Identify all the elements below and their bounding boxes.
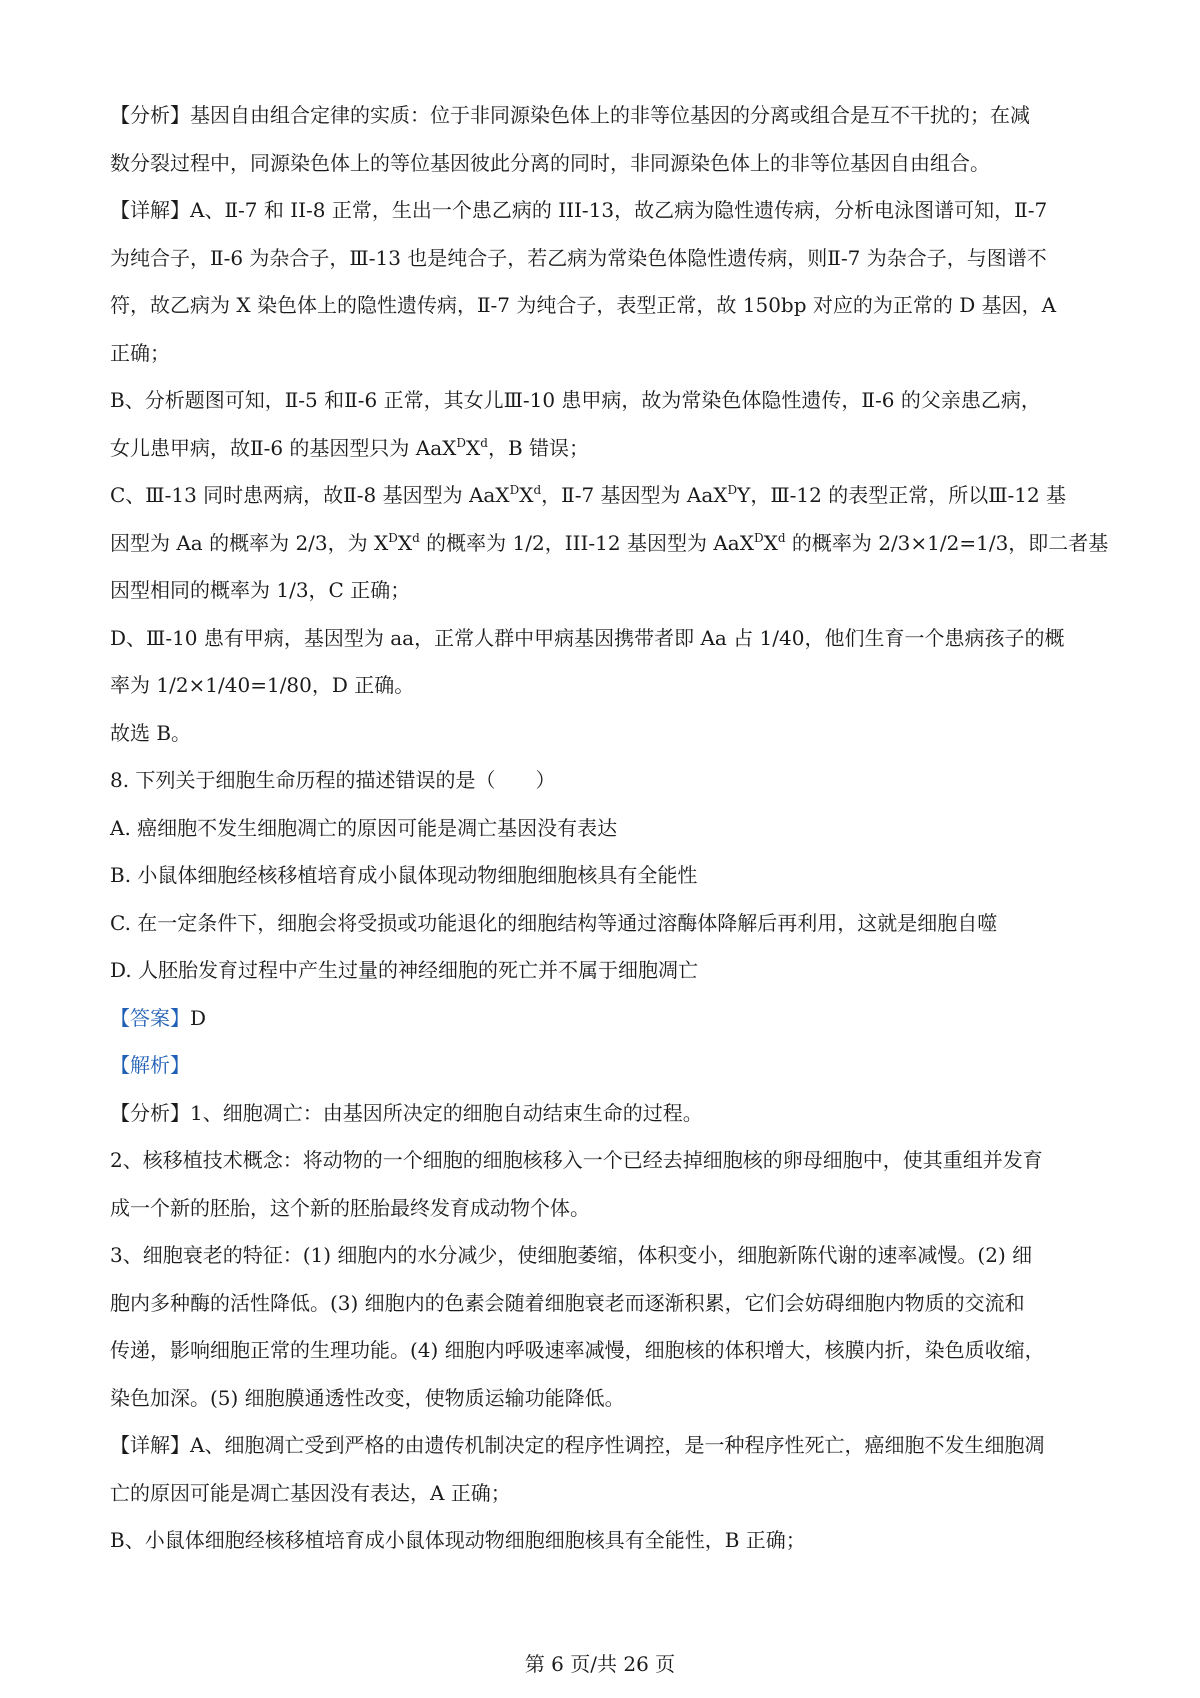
detail-c-line-3: 因型相同的概率为 1/3，C 正确； — [110, 578, 411, 602]
analysis-8-line-7: 染色加深。(5) 细胞膜通透性改变，使物质运输功能降低。 — [110, 1385, 625, 1410]
detail-a-line-3: 符，故乙病为 X 染色体上的隐性遗传病，Ⅱ-7 为纯合子，表型正常，故 150bp 对应的为正常的 D 基因，A — [110, 293, 1057, 317]
analysis-8-line-3: 成一个新的胚胎，这个新的胚胎最终发育成动物个体。 — [110, 1195, 590, 1220]
detail-a-line-4: 正确； — [110, 340, 170, 365]
analysis-line-2: 数分裂过程中，同源染色体上的等位基因彼此分离的同时，非同源染色体上的非等位基因自由组合。 — [110, 150, 990, 175]
option-d: D. 人胚胎发育过程中产生过量的神经细胞的死亡并不属于细胞凋亡 — [110, 958, 699, 982]
detail-b-line-2: 女儿患甲病，故Ⅱ-6 的基因型只为 $AaX^DX^d$，B 错误； — [110, 435, 590, 460]
detail-c-line-2: 因型为 Aa 的概率为 2/3，为 $X^DX^d$ 的概率为 1/2，III-12 基因型为 $AaX^DX^d$ 的概率为 2/3×1/2=1/3，即二者基 — [110, 530, 1109, 555]
analysis-8-line-5: 胞内多种酶的活性降低。(3) 细胞内的色素会随着细胞衰老而逐渐积累，它们会妨碍细胞内物质的交流和 — [110, 1290, 1025, 1315]
page-footer: 第 6 页/共 26 页 — [524, 1652, 676, 1676]
detail-d-line-2: 率为 1/2×1/40=1/80，D 正确。 — [110, 673, 415, 697]
detail-c-line-1: C、Ⅲ-13 同时患两病，故Ⅱ-8 基因型为 $AaX^DX^d$，Ⅱ-7 基因型为 AaX$^D$Y，Ⅲ-12 的表型正常，所以Ⅲ-12 基 — [110, 483, 1067, 507]
answer-value: D — [190, 1005, 207, 1030]
option-a: A. 癌细胞不发生细胞凋亡的原因可能是凋亡基因没有表达 — [110, 815, 618, 840]
answer-label: 【答案】 — [110, 1005, 190, 1030]
detail-8-b-line: B、小鼠体细胞经核移植培育成小鼠体现动物细胞细胞核具有全能性，B 正确； — [110, 1528, 806, 1552]
detail-8-a-line-1: 【详解】A、细胞凋亡受到严格的由遗传机制决定的程序性调控，是一种程序性死亡，癌细胞不发生细胞凋 — [110, 1433, 1045, 1457]
analysis-8-line-4: 3、细胞衰老的特征：(1) 细胞内的水分减少，使细胞萎缩，体积变小，细胞新陈代谢的速率减慢。(2) 细 — [110, 1243, 1033, 1267]
analysis-8-line-1: 【分析】1、细胞凋亡：由基因所决定的细胞自动结束生命的过程。 — [110, 1100, 703, 1125]
option-c: C. 在一定条件下，细胞会将受损或功能退化的细胞结构等通过溶酶体降解后再利用，这就是细胞自噬 — [110, 910, 998, 935]
analysis-8-line-2: 2、核移植技术概念：将动物的一个细胞的细胞核移入一个已经去掉细胞核的卵母细胞中，使其重组并发育 — [110, 1148, 1043, 1172]
document-body — [110, 92, 1109, 1565]
detail-b-line-1: B、分析题图可知，Ⅱ-5 和Ⅱ-6 正常，其女儿Ⅲ-10 患甲病，故为常染色体隐性遗传，Ⅱ-6 的父亲患乙病， — [110, 388, 1041, 412]
question-8-stem: 8. 下列关于细胞生命历程的描述错误的是（ ） — [110, 768, 556, 792]
choose-b-line: 故选 B。 — [110, 720, 192, 745]
detail-a-line-2: 为纯合子，Ⅱ-6 为杂合子，Ⅲ-13 也是纯合子，若乙病为常染色体隐性遗传病，则Ⅱ-7 为杂合子，与图谱不 — [110, 245, 1047, 270]
detail-8-a-line-2: 亡的原因可能是凋亡基因没有表达，A 正确； — [110, 1480, 511, 1505]
option-b: B. 小鼠体细胞经核移植培育成小鼠体现动物细胞细胞核具有全能性 — [110, 863, 698, 887]
analysis-8-line-6: 传递，影响细胞正常的生理功能。(4) 细胞内呼吸速率减慢，细胞核的体积增大，核膜内折，染色质收缩， — [110, 1338, 1045, 1362]
detail-a-line-1: 【详解】A、Ⅱ-7 和 II-8 正常，生出一个患乙病的 III-13，故乙病为隐性遗传病，分析电泳图谱可知，Ⅱ-7 — [110, 198, 1048, 222]
answer-line — [110, 995, 1100, 1043]
detail-d-line-1: D、Ⅲ-10 患有甲病，基因型为 aa，正常人群中甲病基因携带者即 Aa 占 1/40，他们生育一个患病孩子的概 — [110, 625, 1065, 650]
analysis-line-1: 【分析】基因自由组合定律的实质：位于非同源染色体上的非等位基因的分离或组合是互不干扰的；在减 — [110, 103, 1030, 127]
explanation-heading: 【解析】 — [110, 1053, 190, 1077]
